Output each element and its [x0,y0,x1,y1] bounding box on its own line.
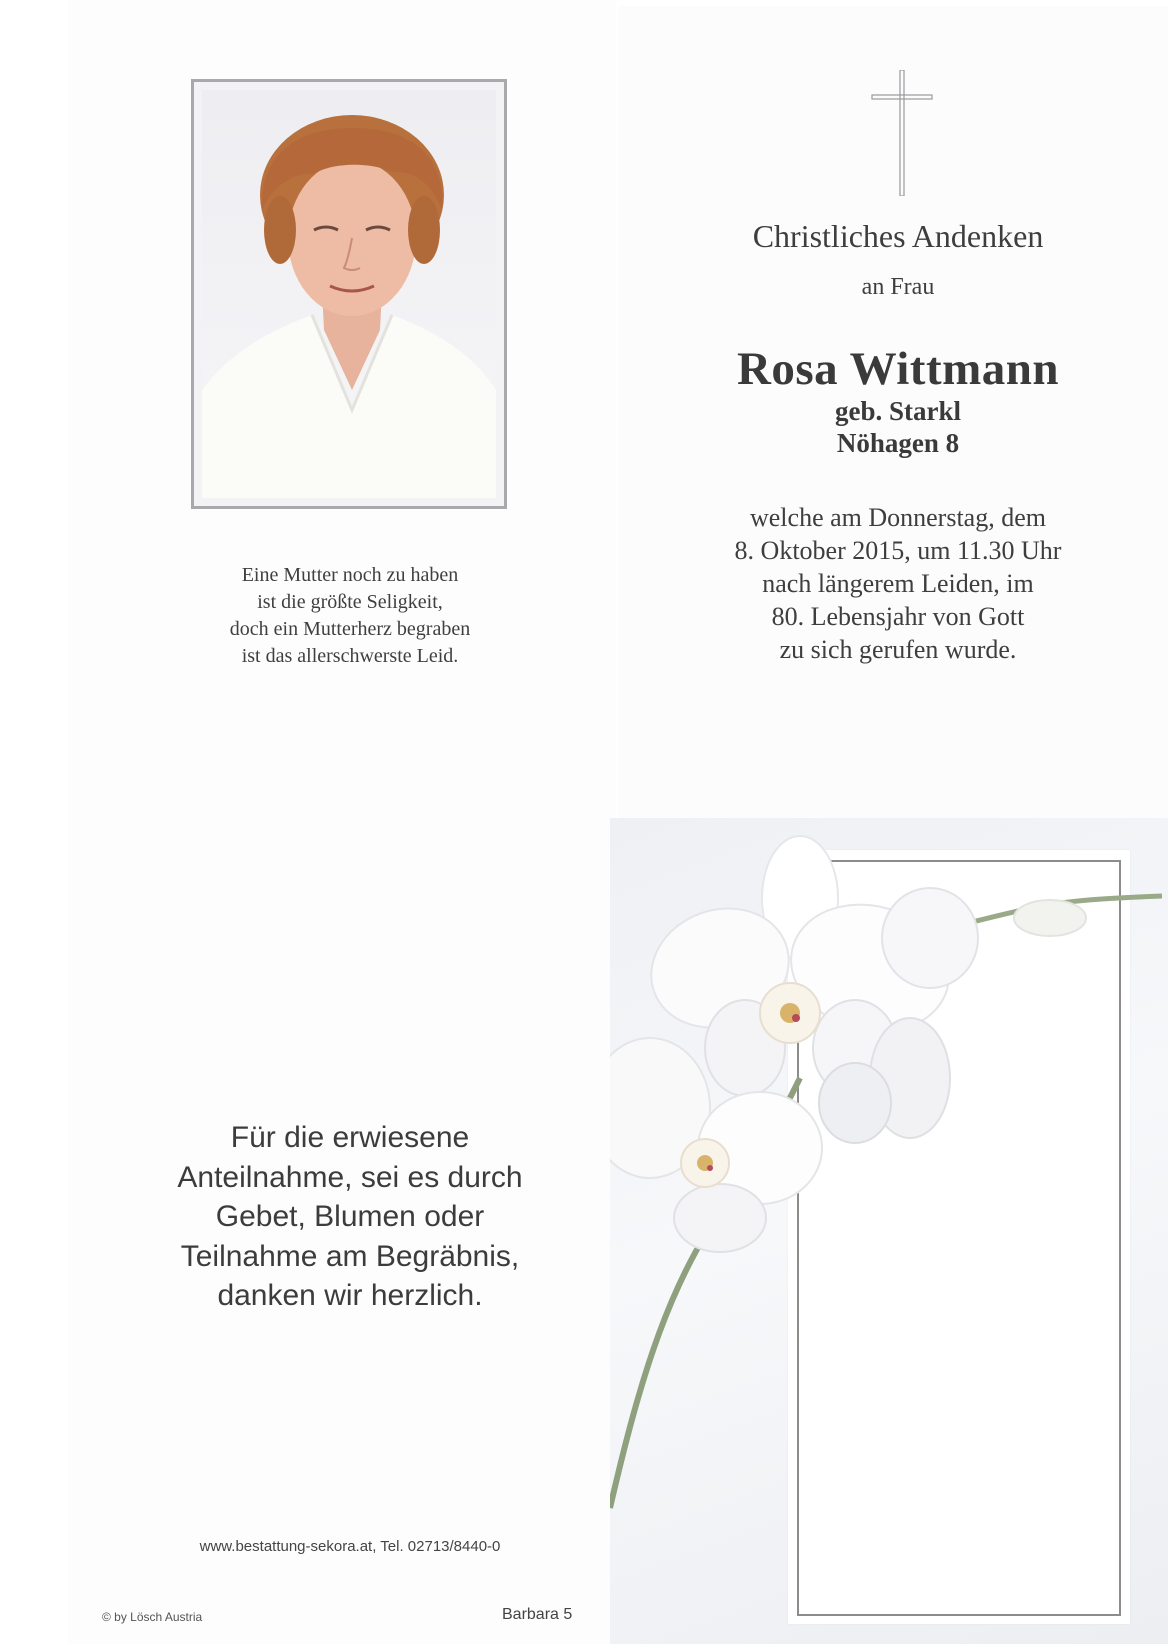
death-notice [648,501,1148,666]
quote-line: doch ein Mutterherz begraben [229,618,471,640]
card-model-label: Barbara 5 [502,1606,573,1623]
card-subtitle: an Frau [861,274,935,300]
death-line: welche am Donnerstag, dem [749,503,1046,532]
death-line: 80. Lebensjahr von Gott [771,602,1025,631]
portrait-image [202,90,496,498]
memorial-quote [150,562,550,670]
address: Nöhagen 8 [836,428,960,458]
thanks-line: Gebet, Blumen oder [215,1200,485,1233]
quote-line: ist das allerschwerste Leid. [241,645,459,667]
portrait-illustration [202,90,496,498]
death-line: nach längerem Leiden, im [762,569,1034,598]
death-line: 8. Oktober 2015, um 11.30 Uhr [734,536,1062,565]
card-title: Christliches Andenken [752,218,1044,254]
copyright-note: © by Lösch Austria [102,1610,203,1624]
thanks-line: Für die erwiesene [230,1121,470,1154]
deceased-name: Rosa Wittmann [736,343,1060,395]
death-line: zu sich gerufen wurde. [779,635,1017,664]
thanks-line: Anteilnahme, sei es durch [177,1160,523,1194]
quote-line: ist die größte Seligkeit, [257,591,443,613]
thanks-line: danken wir herzlich. [217,1279,483,1312]
thanks-text [140,1118,560,1316]
maiden-name: geb. Starkl [834,396,961,426]
cross-icon [870,70,934,196]
funeral-home-contact: www.bestattung-sekora.at, Tel. 02713/8440-0 [199,1538,501,1555]
thanks-line: Teilnahme am Begräbnis, [180,1239,520,1273]
portrait-photo [191,79,507,509]
quote-line: Eine Mutter noch zu haben [241,564,459,586]
orchid-image [610,818,1168,1644]
